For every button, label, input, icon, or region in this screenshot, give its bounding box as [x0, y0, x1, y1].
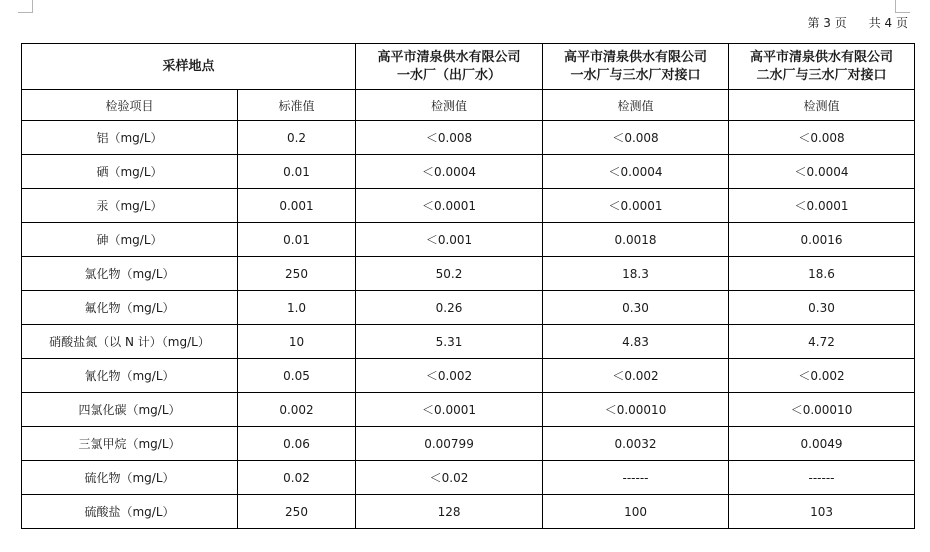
water-quality-table	[21, 43, 915, 529]
item-cell: 铝（mg/L）	[22, 121, 238, 155]
standard-value-cell: 0.06	[238, 427, 356, 461]
page-total: 共 4 页	[868, 16, 908, 30]
standard-value-cell: 250	[238, 257, 356, 291]
measured-value-cell: ＜0.00010	[729, 393, 915, 427]
measured-value-cell: ＜0.00010	[543, 393, 729, 427]
table-row	[22, 121, 915, 155]
standard-value-cell: 0.01	[238, 223, 356, 257]
location-detail: 一水厂（出厂水）	[397, 67, 502, 83]
table-row	[22, 359, 915, 393]
item-cell: 硝酸盐氮（以 N 计）（mg/L）	[22, 325, 238, 359]
table-row	[22, 325, 915, 359]
column-header-value: 检测值	[543, 90, 729, 121]
measured-value-cell: ------	[543, 461, 729, 495]
column-header-item: 检验项目	[22, 90, 238, 121]
measured-value-cell: ＜0.001	[356, 223, 543, 257]
location-cell	[729, 44, 915, 90]
measured-value-cell: 0.0018	[543, 223, 729, 257]
measured-value-cell: ＜0.0001	[729, 189, 915, 223]
item-cell: 砷（mg/L）	[22, 223, 238, 257]
measured-value-cell: ＜0.0004	[543, 155, 729, 189]
measured-value-cell: ＜0.002	[729, 359, 915, 393]
item-cell: 氰化物（mg/L）	[22, 359, 238, 393]
measured-value-cell: ＜0.0001	[543, 189, 729, 223]
column-header-standard: 标准值	[238, 90, 356, 121]
page-number	[807, 14, 908, 31]
table-row	[22, 427, 915, 461]
item-cell: 硫化物（mg/L）	[22, 461, 238, 495]
standard-value-cell: 0.002	[238, 393, 356, 427]
measured-value-cell: ＜0.0004	[729, 155, 915, 189]
measured-value-cell: 50.2	[356, 257, 543, 291]
standard-value-cell: 0.02	[238, 461, 356, 495]
measured-value-cell: 0.0049	[729, 427, 915, 461]
measured-value-cell: 100	[543, 495, 729, 529]
location-name: 高平市清泉供水有限公司	[564, 49, 708, 65]
item-cell: 硫酸盐（mg/L）	[22, 495, 238, 529]
standard-value-cell: 250	[238, 495, 356, 529]
measured-value-cell: ＜0.02	[356, 461, 543, 495]
column-header-value: 检测值	[356, 90, 543, 121]
standard-value-cell: 0.001	[238, 189, 356, 223]
standard-value-cell: 10	[238, 325, 356, 359]
column-header-value: 检测值	[729, 90, 915, 121]
table-row	[22, 393, 915, 427]
measured-value-cell: ------	[729, 461, 915, 495]
crop-mark-right	[895, 0, 910, 13]
measured-value-cell: ＜0.008	[729, 121, 915, 155]
item-cell: 汞（mg/L）	[22, 189, 238, 223]
measured-value-cell: ＜0.008	[356, 121, 543, 155]
measured-value-cell: 0.0016	[729, 223, 915, 257]
measured-value-cell: 128	[356, 495, 543, 529]
measured-value-cell: 0.26	[356, 291, 543, 325]
measured-value-cell: 5.31	[356, 325, 543, 359]
page-current: 第 3 页	[807, 16, 847, 30]
item-cell: 三氯甲烷（mg/L）	[22, 427, 238, 461]
location-cell	[543, 44, 729, 90]
table-row	[22, 189, 915, 223]
item-cell: 四氯化碳（mg/L）	[22, 393, 238, 427]
item-cell: 氯化物（mg/L）	[22, 257, 238, 291]
standard-value-cell: 0.05	[238, 359, 356, 393]
measured-value-cell: 0.0032	[543, 427, 729, 461]
table-row	[22, 257, 915, 291]
standard-value-cell: 0.01	[238, 155, 356, 189]
measured-value-cell: 0.00799	[356, 427, 543, 461]
location-name: 高平市清泉供水有限公司	[750, 49, 894, 65]
item-cell: 硒（mg/L）	[22, 155, 238, 189]
standard-value-cell: 0.2	[238, 121, 356, 155]
measured-value-cell: 0.30	[729, 291, 915, 325]
measured-value-cell: ＜0.008	[543, 121, 729, 155]
measured-value-cell: 0.30	[543, 291, 729, 325]
measured-value-cell: 4.83	[543, 325, 729, 359]
measured-value-cell: 4.72	[729, 325, 915, 359]
location-name: 高平市清泉供水有限公司	[377, 49, 521, 65]
table-row	[22, 461, 915, 495]
table-row	[22, 223, 915, 257]
measured-value-cell: ＜0.002	[356, 359, 543, 393]
table-row	[22, 495, 915, 529]
location-detail: 一水厂与三水厂对接口	[570, 67, 701, 83]
measured-value-cell: ＜0.0004	[356, 155, 543, 189]
column-header-row	[22, 90, 915, 121]
measured-value-cell: ＜0.0001	[356, 189, 543, 223]
crop-mark-left	[18, 0, 33, 13]
table-row	[22, 291, 915, 325]
location-header-row	[22, 44, 915, 90]
measured-value-cell: ＜0.002	[543, 359, 729, 393]
measured-value-cell: 18.6	[729, 257, 915, 291]
measured-value-cell: ＜0.0001	[356, 393, 543, 427]
measured-value-cell: 18.3	[543, 257, 729, 291]
measured-value-cell: 103	[729, 495, 915, 529]
location-cell	[356, 44, 543, 90]
standard-value-cell: 1.0	[238, 291, 356, 325]
item-cell: 氟化物（mg/L）	[22, 291, 238, 325]
table-row	[22, 155, 915, 189]
location-header-cell: 采样地点	[22, 44, 356, 90]
location-detail: 二水厂与三水厂对接口	[756, 67, 887, 83]
